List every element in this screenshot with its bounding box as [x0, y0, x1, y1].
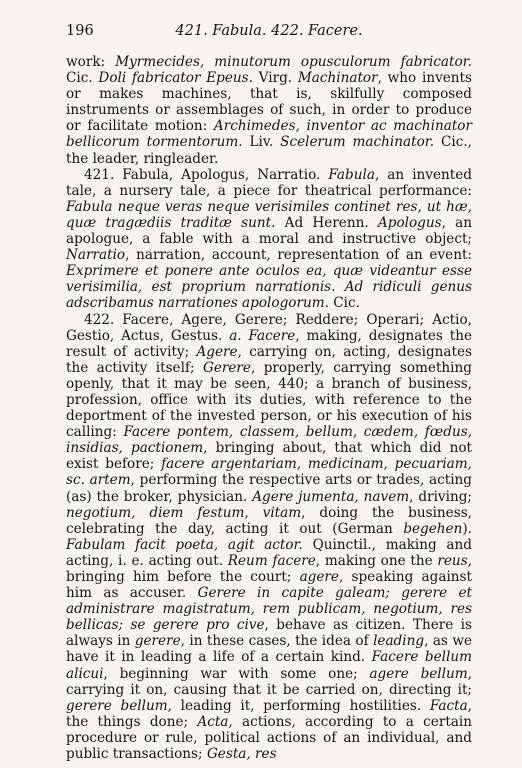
body-text [66, 54, 472, 762]
latin-term: Apologus [377, 214, 442, 231]
text-run: , driving; [409, 488, 472, 505]
latin-term: Fabula neque veras neque verisimiles continet res, ut hæ, quæ tragædiis traditæ sunt. [66, 198, 472, 231]
latin-term: Fabula [328, 166, 375, 183]
text-run: , an apologue, a fable with a moral and instructive object; [66, 214, 472, 248]
latin-term: Gesta, res [206, 746, 277, 763]
latin-term: Myrmecides, minutorum opusculorum fabricator. [115, 54, 472, 70]
text-run: , speaking against him as accuser. [66, 569, 472, 602]
latin-term: agere [299, 569, 339, 585]
page-header [66, 20, 472, 42]
text-run: , bringing him before the court; [66, 552, 472, 585]
text-run: , carrying it on, causing that it be carried on, directing it; [66, 665, 472, 698]
latin-term: gerere bellum [66, 697, 168, 714]
page-number: 196 [66, 23, 94, 39]
latin-term: Archimedes, inventor ac machinator bellicorum tormentorum. [66, 118, 472, 151]
text-run: , behave as citizen. There is always in [66, 617, 473, 650]
latin-term: Fabulam facit poeta, agit actor. [66, 536, 303, 553]
text-run: , doing the business, celebrating the day, acting it out (German [66, 504, 472, 537]
latin-term: a. Facere [229, 327, 296, 344]
latin-term: gerere [134, 633, 181, 650]
latin-term: Reum facere [227, 552, 316, 569]
latin-term: Machinator [297, 70, 378, 87]
latin-term: Facere pontem, classem, bellum, cædem, fœdus, insidias, pactionem [66, 424, 472, 457]
paragraph-p1 [66, 167, 472, 312]
text-run: , in these cases, the idea of [180, 633, 374, 650]
text-run: , the things done; [66, 697, 472, 730]
latin-term: Exprimere et ponere ante oculos ea, quæ videantur esse verisimilia, est proprium narrationis. Ad ridiculi genus adscribamus narrationes apologorum. [66, 263, 472, 312]
latin-term: reus [437, 552, 468, 569]
text-run: Liv. [242, 134, 281, 151]
text-run: , carrying on, acting, designates the activity itself; [66, 343, 472, 376]
latin-term: leading [373, 633, 425, 650]
text-run: , actions, according to a certain procedure or rule, political actions of an individual, and public transactions; [66, 713, 472, 763]
latin-term: agere bellum [369, 665, 468, 682]
latin-term: begehen [403, 520, 463, 537]
latin-term: Acta [197, 713, 229, 730]
text-run: Ad Herenn. [275, 214, 378, 231]
text-run: work: [66, 54, 116, 70]
text-run: Cic. [328, 295, 360, 312]
text-run: , who invents or makes machines, that is, skilfully composed instruments or assemblages of such, in order to produce or facilitate motion: [66, 70, 472, 135]
latin-term: Facere bellum alicui [66, 649, 472, 682]
text-run: , properly, carrying something openly, that it may be seen, 440; a branch of business, profession, office with its duties, with reference to the deportment of the invested person, or his execution of his calling: [66, 359, 472, 441]
latin-term: Narratio [66, 247, 126, 264]
text-run: Virg. [252, 70, 298, 87]
text-run: , beginning war with some one; [103, 665, 370, 682]
text-run: , bringing about, that which did not exist before; [66, 440, 472, 473]
latin-term: Doli fabricator Epeus. [98, 70, 253, 87]
text-run: , narration, account, representation of an event: [125, 247, 472, 264]
latin-term: facere argentariam, medicinam, pecuariam, sc. artem [66, 456, 472, 489]
text-run: Quinctil., making and acting, i. e. acting out. [66, 536, 472, 569]
text-run: , making, designates the result of activity; [66, 327, 473, 360]
latin-term: Gerere in capite galeam; gerere et administrare magistratum, rem publicam, negotium, res bellicas; se gerere pro cive [66, 585, 472, 634]
paragraph-p2 [66, 312, 472, 763]
text-run: , performing the respective arts or trades, acting (as) the broker, physician. [66, 472, 473, 505]
text-run: 421. Fabula, Apologus, Narratio. [84, 166, 329, 183]
text-run: Cic. [66, 70, 99, 87]
text-run: , making one the [315, 552, 438, 569]
text-run: ). [462, 520, 472, 537]
latin-term: Facta [429, 697, 468, 714]
latin-term: negotium, diem festum, vitam [66, 504, 302, 521]
latin-term: Scelerum machinator. [280, 134, 435, 151]
latin-term: Agere jumenta, navem [252, 488, 410, 505]
paragraph-p0 [66, 54, 472, 167]
latin-term: Gerere [202, 359, 251, 376]
text-run: 422. Facere, Agere, Gerere; Reddere; Operari; Actio, Gestio, Actus, Gestus. [66, 311, 472, 344]
text-run: , an invented tale, a nursery tale, a piece for theatrical performance: [66, 166, 472, 199]
text-run: Cic., the leader, ringleader. [66, 134, 472, 167]
running-head: 421. Fabula. 422. Facere. [175, 23, 363, 39]
latin-term: Agere [196, 343, 238, 360]
text-run: , as we have it in leading a life of a certain kind. [66, 633, 473, 666]
text-run: , leading it, performing hostilities. [167, 697, 430, 714]
